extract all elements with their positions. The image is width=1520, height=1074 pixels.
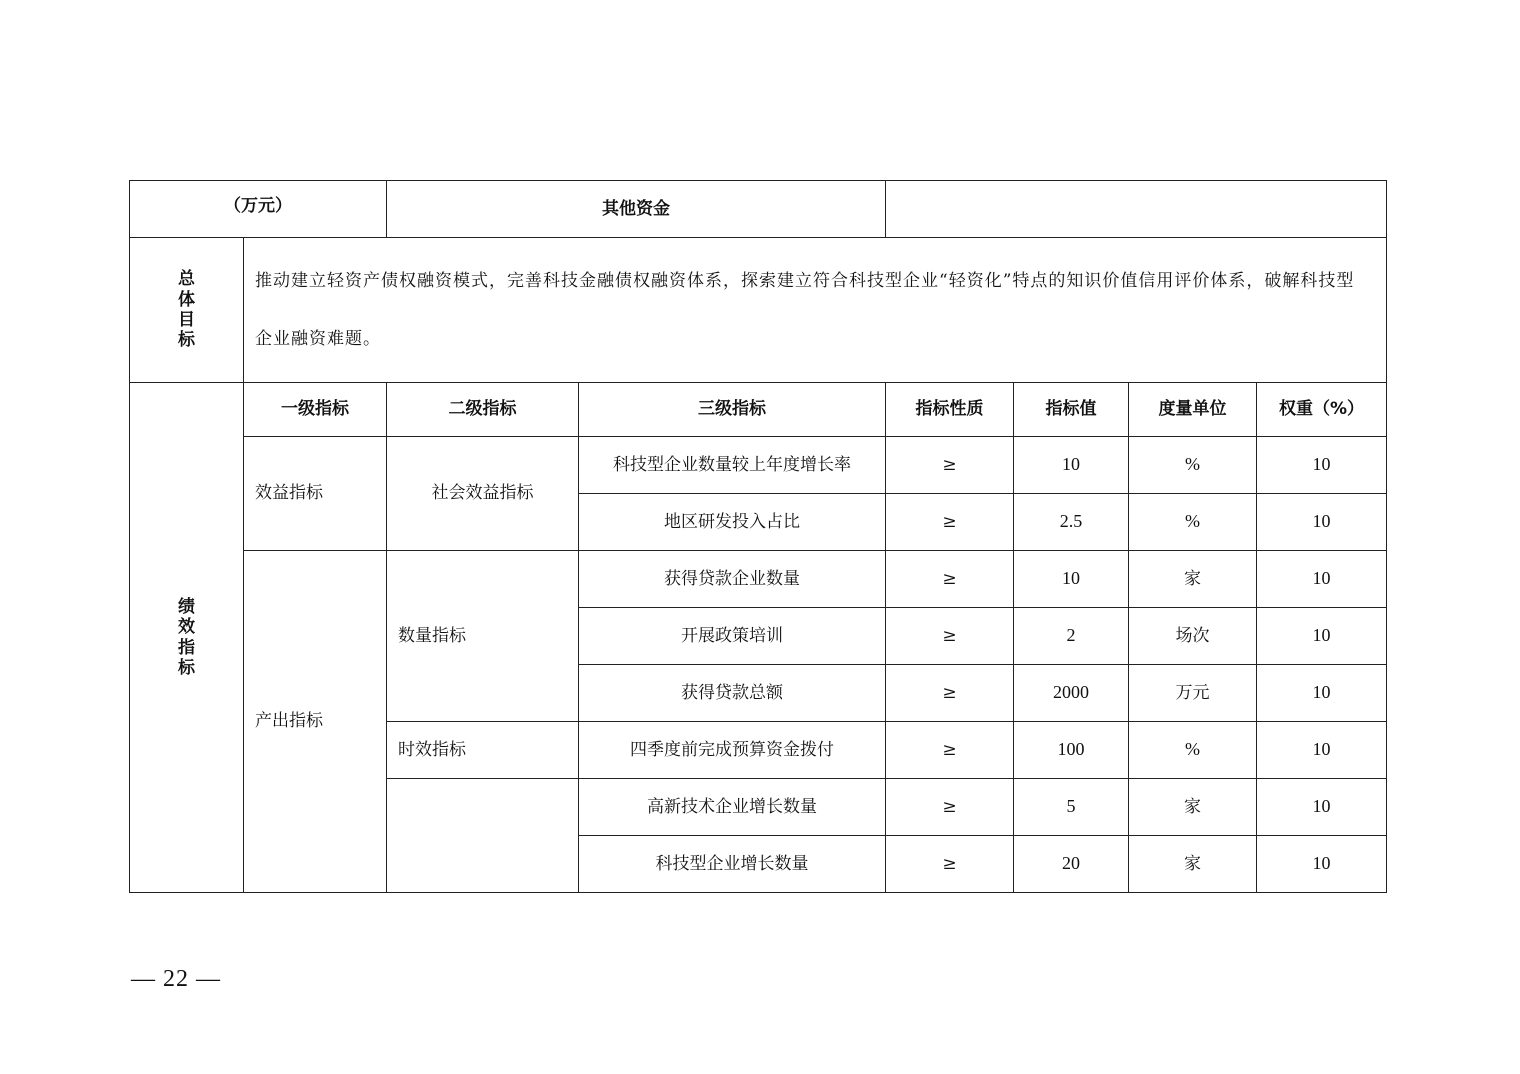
nature-cell: ≥ <box>886 665 1014 722</box>
weight-cell: 10 <box>1257 437 1387 494</box>
overall-goal-row <box>130 238 1387 383</box>
level2-timeliness-cell: 时效指标 <box>387 722 579 779</box>
nature-cell: ≥ <box>886 494 1014 551</box>
nature-cell: ≥ <box>886 779 1014 836</box>
value-cell: 10 <box>1014 437 1129 494</box>
weight-cell: 10 <box>1257 665 1387 722</box>
unit-cell: % <box>1129 494 1257 551</box>
unit-cell: 家 <box>1129 779 1257 836</box>
weight-cell: 10 <box>1257 551 1387 608</box>
nature-cell: ≥ <box>886 836 1014 893</box>
level3-cell: 获得贷款企业数量 <box>579 551 886 608</box>
table-row <box>130 437 1387 494</box>
nature-cell: ≥ <box>886 437 1014 494</box>
level2-blank-cell <box>387 779 579 893</box>
unit-cell: % <box>1129 722 1257 779</box>
overall-goal-label-char: 目 <box>178 310 195 330</box>
unit-label: （万元） <box>224 195 292 216</box>
level3-cell: 地区研发投入占比 <box>579 494 886 551</box>
level1-output-cell: 产出指标 <box>244 551 387 893</box>
level3-cell: 四季度前完成预算资金拨付 <box>579 722 886 779</box>
level3-cell: 开展政策培训 <box>579 608 886 665</box>
weight-cell: 10 <box>1257 722 1387 779</box>
unit-cell: 万元 <box>1129 665 1257 722</box>
weight-cell: 10 <box>1257 779 1387 836</box>
column-header-weight: 权重（%） <box>1257 383 1387 437</box>
overall-goal-text: 推动建立轻资产债权融资模式，完善科技金融债权融资体系，探索建立符合科技型企业“轻资化”特点的知识价值信用评价体系，破解科技型企业融资难题。 <box>244 238 1387 383</box>
weight-cell: 10 <box>1257 494 1387 551</box>
unit-cell: 场次 <box>1129 608 1257 665</box>
column-header-value: 指标值 <box>1014 383 1129 437</box>
nature-cell: ≥ <box>886 608 1014 665</box>
column-header-level3: 三级指标 <box>579 383 886 437</box>
column-header-unit: 度量单位 <box>1129 383 1257 437</box>
level3-cell: 科技型企业数量较上年度增长率 <box>579 437 886 494</box>
overall-goal-label-char: 体 <box>178 289 195 310</box>
column-header-level1: 一级指标 <box>244 383 387 437</box>
performance-label-char: 标 <box>178 657 195 678</box>
level2-quantity-cell: 数量指标 <box>387 551 579 722</box>
performance-indicator-label <box>130 383 244 893</box>
overall-goal-label-char: 标 <box>178 330 195 351</box>
unit-cell: 家 <box>1129 836 1257 893</box>
level2-social-benefit-cell: 社会效益指标 <box>387 437 579 551</box>
nature-cell: ≥ <box>886 722 1014 779</box>
unit-cell: % <box>1129 437 1257 494</box>
column-header-level2: 二级指标 <box>387 383 579 437</box>
weight-cell: 10 <box>1257 608 1387 665</box>
value-cell: 2000 <box>1014 665 1129 722</box>
funds-row <box>130 181 1387 238</box>
performance-label-char: 效 <box>178 617 195 638</box>
level3-cell: 科技型企业增长数量 <box>579 836 886 893</box>
level3-cell: 获得贷款总额 <box>579 665 886 722</box>
performance-label-char: 绩 <box>178 596 195 617</box>
performance-target-table <box>129 180 1387 893</box>
other-funds-value-cell <box>886 181 1387 238</box>
unit-label-cell <box>130 181 387 238</box>
overall-goal-label-char: 总 <box>178 269 195 290</box>
value-cell: 2.5 <box>1014 494 1129 551</box>
value-cell: 100 <box>1014 722 1129 779</box>
page-number: — 22 — <box>131 966 221 992</box>
other-funds-label-cell <box>387 181 886 238</box>
nature-cell: ≥ <box>886 551 1014 608</box>
performance-label-char: 指 <box>178 637 195 658</box>
value-cell: 2 <box>1014 608 1129 665</box>
unit-cell: 家 <box>1129 551 1257 608</box>
value-cell: 10 <box>1014 551 1129 608</box>
value-cell: 5 <box>1014 779 1129 836</box>
column-header-nature: 指标性质 <box>886 383 1014 437</box>
other-funds-label: 其他资金 <box>602 198 670 219</box>
table-row <box>130 551 1387 608</box>
value-cell: 20 <box>1014 836 1129 893</box>
overall-goal-label <box>130 238 244 383</box>
level3-cell: 高新技术企业增长数量 <box>579 779 886 836</box>
level1-benefit-cell: 效益指标 <box>244 437 387 551</box>
indicator-header-row <box>130 383 1387 437</box>
weight-cell: 10 <box>1257 836 1387 893</box>
